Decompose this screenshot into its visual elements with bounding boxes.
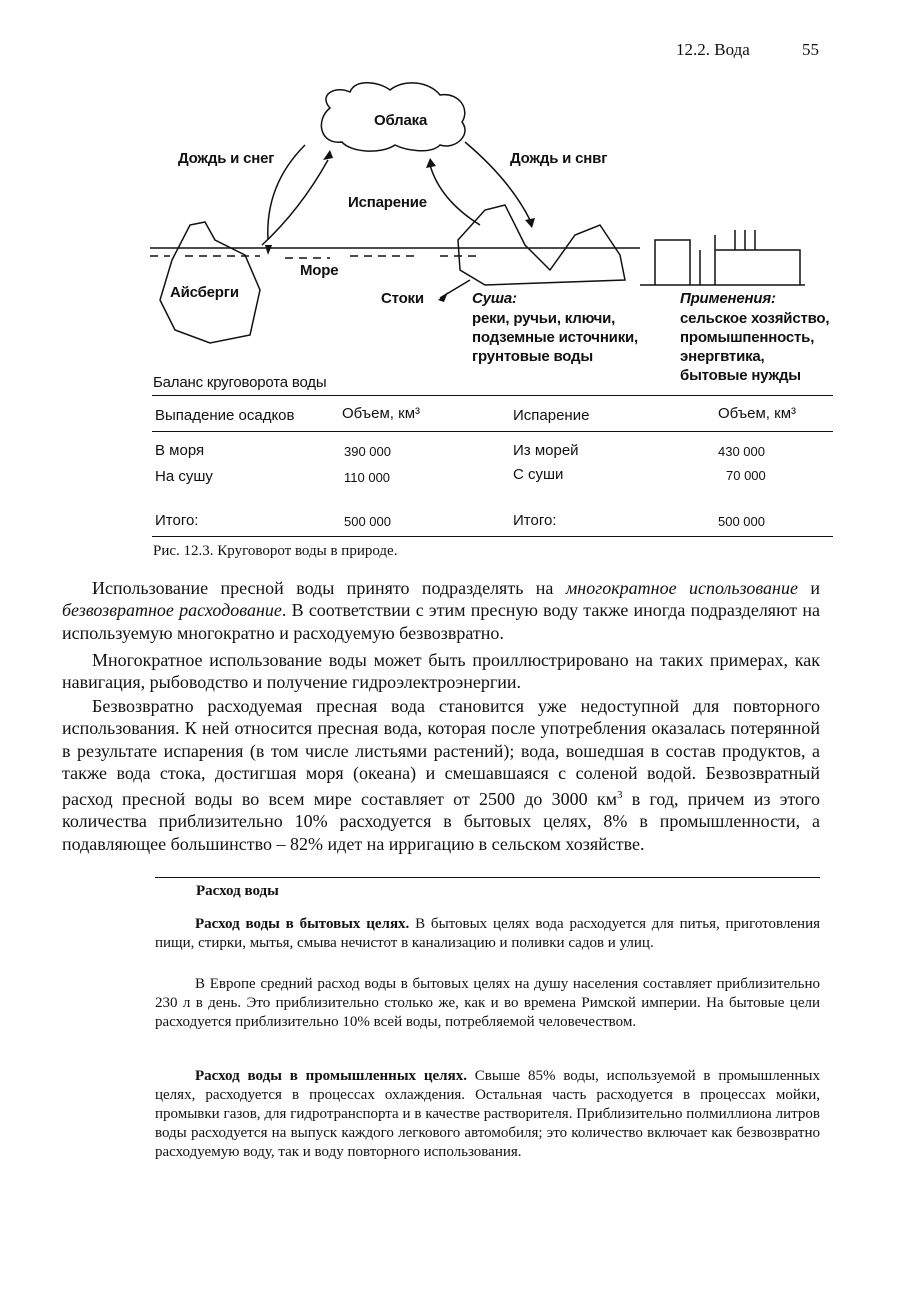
table-cell: 430 000 [718, 444, 765, 459]
label-uses-line: энергвтика, [680, 348, 765, 365]
label-sea: Море [300, 262, 339, 279]
text: Безвозвратно расходуемая пресная вода становится уже недоступной для повторного использования. К ней относится пресная вода, которая после употребления оказалась потерянной в результате испарения (в том числе листьями растений); вода, вошедшая в состав продуктов, а также вода стока, достигшая моря (океана) и смешавшаяся с соленой водой. Безвозвратный расход пресной воды во всем мире составляет от 2500 до 3000 км [62, 696, 820, 810]
box-title: Расход воды [196, 883, 279, 899]
label-uses-line: сельское хозяйство, [680, 310, 830, 327]
text: В бытовых целях вода расходуется для питья, приготовления пищи, стирки, мытья, смыва нечистот в канализацию и поливки садов и улиц. [155, 916, 821, 951]
balance-title: Баланс круговорота воды [153, 374, 327, 391]
page-number: 55 [802, 40, 819, 59]
figure-caption: Рис. 12.3. Круговорот воды в природе. [153, 543, 398, 559]
label-runoff: Стоки [381, 290, 424, 307]
text: Свыше 85% воды, используемой в промышленных целях, расходуется в процессах охлаждения. Остальная часть расходуется в процессах мойки, промывки газов, для гидротранспорта и в качестве растворителя. Приблизительно полмиллиона литров воды расходуется на выпуск каждого легкового автомобиля; это количество включает как безвозвратно расходуемую воду, так и воду повторного использования. [155, 1068, 820, 1160]
text: . В соответствии с этим пресную воду также иногда подразделяют на используемую многократно и расходуемую безвозвратно. [62, 600, 820, 643]
running-header: 12.2. Вода [676, 40, 750, 59]
term: безвозвратное расходование [62, 600, 282, 621]
text: и [797, 578, 820, 598]
box-heading: Расход воды в бытовых целях. [195, 916, 410, 932]
label-rain-left: Дождь и снег [178, 150, 275, 167]
superscript: 3 [616, 789, 623, 802]
text: Использование пресной воды принято подразделять на [92, 578, 566, 598]
table-total: 500 000 [718, 514, 765, 529]
water-balance-table [152, 395, 833, 537]
box-paragraph [155, 915, 820, 953]
sea-dashes [150, 256, 480, 258]
table-cell: В моря [155, 442, 205, 459]
label-land-title: Суша: [472, 290, 517, 307]
table-cell: 390 000 [344, 444, 391, 459]
table-cell: 110 000 [344, 470, 391, 485]
paragraph [62, 577, 820, 644]
table-header: Испарение [513, 407, 590, 424]
label-uses-line: бытовые нужды [680, 367, 801, 384]
label-icebergs: Айсберги [170, 284, 239, 301]
land-rock [458, 205, 625, 285]
table-header: Объем, км³ [718, 405, 796, 422]
label-uses-line: промышпенность, [680, 329, 815, 346]
table-cell: 70 000 [726, 468, 766, 483]
label-land-line: реки, ручьи, ключи, [472, 310, 616, 327]
label-land-line: грунтовые воды [472, 348, 593, 365]
evaporation-arrow-right [430, 165, 480, 225]
factory [640, 230, 805, 285]
box-paragraph [155, 1067, 820, 1162]
label-evaporation: Испарение [348, 194, 427, 211]
paragraph: Многократное использование воды может быть проиллюстрировано на таких примерах, как навигация, рыбоводство и получение гидроэлектроэнергии. [62, 650, 820, 693]
table-cell: На сушу [155, 468, 213, 485]
table-cell: Из морей [513, 442, 579, 459]
label-rain-right: Дождь и снвг [510, 150, 608, 167]
table-total: Итого: [155, 512, 199, 529]
table-header: Объем, км³ [342, 405, 420, 422]
table-cell: С суши [513, 466, 564, 483]
label-land-line: подземные источники, [472, 329, 638, 346]
table-total: Итого: [513, 512, 557, 529]
table-total: 500 000 [344, 514, 391, 529]
box-rule [155, 877, 820, 878]
paragraph [62, 695, 820, 855]
text: в год, причем из этого количества приблизительно 10% расходуется в бытовых целях, 8% в промышленности, а подавляющее большинство – 82% идет на ирригацию в сельском хозяйстве. [62, 789, 820, 854]
table-header: Выпадение осадков [155, 407, 295, 424]
label-uses-title: Применения: [680, 290, 776, 307]
table-divider [152, 431, 833, 432]
iceberg [160, 222, 260, 343]
box-heading: Расход воды в промышленных целях. [195, 1068, 467, 1084]
term: многократное использование [565, 578, 798, 598]
box-paragraph: В Европе средний расход воды в бытовых целях на душу населения составляет приблизительно 230 л в день. Это приблизительно столько же, как и во времена Римской империи. На бытовые цели расходуется приблизительно 10% всей воды, потребляемой человечеством. [155, 976, 820, 1030]
label-clouds: Облака [374, 112, 428, 129]
